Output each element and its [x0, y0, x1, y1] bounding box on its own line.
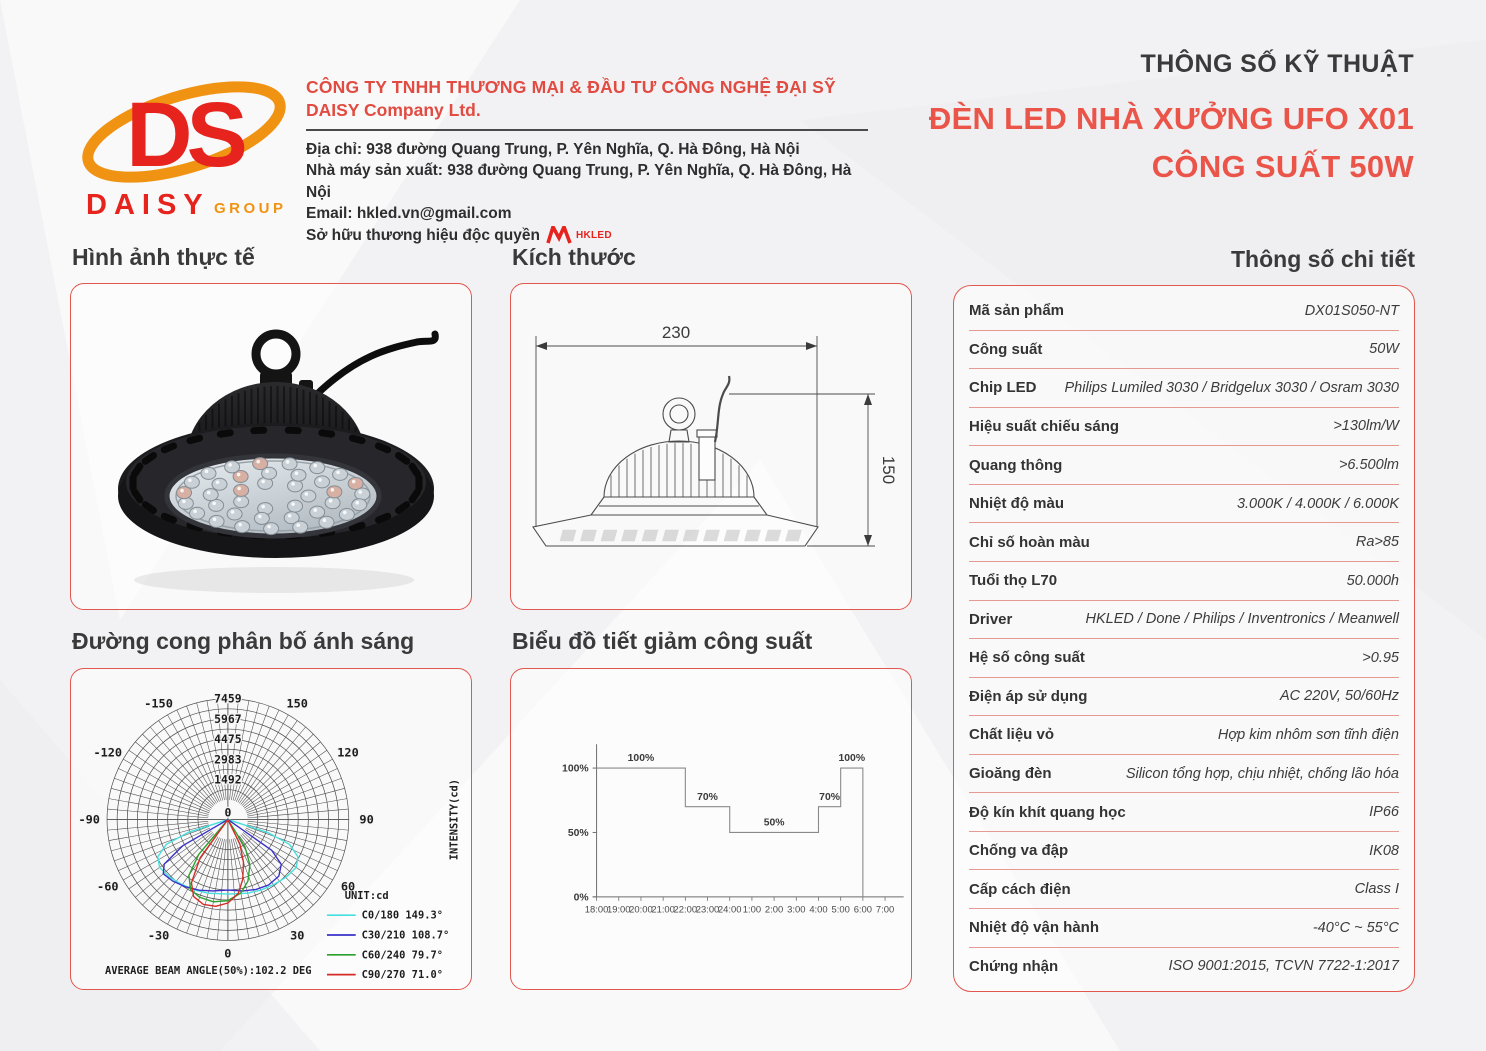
- spec-value: 50W: [1369, 341, 1399, 358]
- power-curve-box: [510, 668, 912, 990]
- svg-text:20:00: 20:00: [629, 903, 653, 915]
- spec-row: [969, 832, 1399, 871]
- company-address: Địa chỉ: 938 đường Quang Trung, P. Yên Nghĩa, Q. Hà Đông, Hà Nội: [306, 140, 800, 158]
- svg-text:100%: 100%: [838, 753, 866, 765]
- spec-value: ISO 9001:2015, TCVN 7722-1:2017: [1168, 958, 1399, 975]
- spec-label: Điện áp sử dụng: [969, 687, 1088, 705]
- spec-value: Philips Lumiled 3030 / Bridgelux 3030 / Osram 3030: [1064, 379, 1399, 396]
- svg-text:-90: -90: [78, 812, 100, 827]
- svg-text:0: 0: [224, 805, 232, 820]
- spec-value: Ra>85: [1355, 534, 1399, 551]
- distribution-box: [70, 668, 472, 990]
- hkled-brand-text: HKLED: [575, 229, 612, 241]
- svg-text:120: 120: [337, 745, 359, 760]
- svg-text:5:00: 5:00: [831, 903, 850, 915]
- spec-value: >130lm/W: [1333, 418, 1399, 435]
- document-title: THÔNG SỐ KỸ THUẬT: [1140, 50, 1414, 78]
- company-factory: Nhà máy sản xuất: 938 đường Quang Trung, P. Yên Nghĩa, Q. Hà Đông, Hà Nội: [306, 162, 852, 201]
- spec-label: Công suất: [969, 340, 1043, 358]
- section-heading-specs: Thông số chi tiết: [1231, 246, 1415, 272]
- company-info: [306, 76, 868, 246]
- spec-row: [969, 870, 1399, 909]
- product-title-line2: CÔNG SUẤT 50W: [1151, 149, 1414, 184]
- spec-value: -40°C ~ 55°C: [1312, 919, 1399, 936]
- spec-row: [969, 755, 1399, 794]
- spec-row: [969, 446, 1399, 485]
- svg-text:C90/270 71.0°: C90/270 71.0°: [361, 969, 443, 982]
- svg-text:90: 90: [359, 812, 374, 827]
- daisy-group-logo: [76, 66, 296, 226]
- section-heading-distribution: Đường cong phân bố ánh sáng: [72, 628, 415, 654]
- product-photo: [71, 284, 470, 608]
- hanging-ring: [256, 334, 296, 374]
- hkled-logo-icon: [546, 226, 572, 244]
- power-step-chart: [511, 669, 910, 988]
- svg-text:-60: -60: [97, 879, 119, 894]
- svg-text:2:00: 2:00: [764, 903, 784, 915]
- spec-value: HKLED / Done / Philips / Inventronics / Meanwell: [1085, 611, 1399, 628]
- svg-text:21:00: 21:00: [651, 903, 675, 915]
- base-slots: [560, 530, 802, 541]
- spec-label: Chất liệu vỏ: [969, 726, 1055, 744]
- spec-value: Hợp kim nhôm sơn tĩnh điện: [1217, 726, 1399, 743]
- height-dimension-label: 150: [879, 455, 898, 485]
- spec-row: [969, 523, 1399, 562]
- svg-text:6:00: 6:00: [853, 903, 873, 915]
- product-photo-box: [70, 283, 472, 610]
- trademark-text: Sở hữu thương hiệu độc quyền: [306, 226, 540, 244]
- spec-row: [969, 948, 1399, 986]
- lamp-line-art: [533, 376, 818, 546]
- header-divider: [306, 129, 868, 131]
- spec-label: Mã sản phẩm: [969, 302, 1065, 320]
- svg-text:-150: -150: [144, 696, 173, 711]
- spec-label: Tuổi thọ L70: [969, 572, 1058, 590]
- spec-row: [969, 793, 1399, 832]
- spec-table: [953, 285, 1415, 992]
- logo-group-text: GROUP: [214, 200, 287, 217]
- company-name-en: DAISY Company Ltd.: [306, 99, 481, 120]
- dimensions-box: [510, 283, 912, 610]
- section-heading-photo: Hình ảnh thực tế: [72, 244, 255, 270]
- svg-text:4475: 4475: [214, 732, 242, 747]
- spec-row: [969, 562, 1399, 601]
- spec-row: [969, 678, 1399, 717]
- spec-row: [969, 331, 1399, 370]
- spec-label: Cấp cách điện: [969, 880, 1071, 898]
- width-dimension-label: 230: [661, 323, 691, 342]
- spec-label: Chip LED: [969, 379, 1037, 397]
- svg-text:3:00: 3:00: [787, 903, 806, 915]
- svg-text:70%: 70%: [819, 791, 840, 803]
- spec-value: >0.95: [1362, 649, 1399, 666]
- spec-label: Gioăng đèn: [969, 765, 1052, 783]
- svg-text:7:00: 7:00: [875, 903, 895, 915]
- svg-text:0%: 0%: [573, 892, 589, 904]
- svg-text:60: 60: [340, 879, 356, 894]
- svg-text:UNIT:cd: UNIT:cd: [344, 889, 389, 902]
- spec-value: IP66: [1369, 804, 1399, 821]
- distribution-polar-chart: [71, 669, 470, 988]
- svg-text:30: 30: [290, 928, 305, 943]
- spec-value: AC 220V, 50/60Hz: [1279, 688, 1399, 705]
- svg-text:23:00: 23:00: [695, 903, 720, 915]
- spec-value: DX01S050-NT: [1304, 302, 1399, 319]
- spec-value: 50.000h: [1346, 572, 1399, 589]
- svg-text:100%: 100%: [562, 763, 589, 775]
- spec-label: Chứng nhận: [969, 957, 1059, 975]
- logo-ds-text: DS: [126, 84, 242, 186]
- spec-row: [969, 601, 1399, 640]
- svg-text:50%: 50%: [567, 827, 589, 839]
- svg-text:AVERAGE BEAM ANGLE(50%):102.2: AVERAGE BEAM ANGLE(50%):102.2 DEG: [105, 965, 312, 978]
- svg-text:50%: 50%: [763, 817, 785, 829]
- svg-text:1492: 1492: [214, 772, 242, 787]
- svg-text:0: 0: [224, 946, 232, 961]
- svg-text:INTENSITY(cd): INTENSITY(cd): [448, 778, 461, 861]
- svg-text:C0/180 149.3°: C0/180 149.3°: [361, 909, 443, 922]
- logo-daisy-text: DAISY: [86, 189, 210, 221]
- lamp-shadow: [134, 567, 414, 593]
- spec-label: Hệ số công suất: [969, 649, 1085, 667]
- spec-label: Driver: [969, 610, 1013, 628]
- spec-row: [969, 485, 1399, 524]
- spec-label: Hiệu suất chiếu sáng: [969, 417, 1120, 435]
- section-heading-dimensions: Kích thước: [512, 244, 636, 270]
- spec-row: [969, 408, 1399, 447]
- spec-label: Chống va đập: [969, 842, 1069, 860]
- spec-value: Class I: [1354, 881, 1399, 898]
- svg-text:1:00: 1:00: [742, 903, 762, 915]
- svg-text:100%: 100%: [627, 753, 655, 765]
- svg-text:70%: 70%: [697, 791, 718, 803]
- spec-row: [969, 639, 1399, 678]
- spec-row: [969, 909, 1399, 948]
- svg-text:C60/240 79.7°: C60/240 79.7°: [361, 949, 443, 962]
- svg-text:150: 150: [286, 696, 308, 711]
- svg-text:22:00: 22:00: [673, 903, 698, 915]
- dome-fins: [611, 443, 747, 497]
- svg-text:4:00: 4:00: [809, 903, 828, 915]
- svg-text:-120: -120: [93, 745, 123, 760]
- svg-text:C30/210 108.7°: C30/210 108.7°: [361, 929, 450, 942]
- company-email: Email: hkled.vn@gmail.com: [306, 205, 512, 222]
- spec-label: Chỉ số hoàn màu: [969, 533, 1090, 551]
- spec-row: [969, 369, 1399, 408]
- dimension-drawing-svg: [511, 284, 910, 608]
- spec-label: Quang thông: [969, 456, 1063, 474]
- spec-row: [969, 716, 1399, 755]
- company-name-vi: CÔNG TY TNHH THƯƠNG MẠI & ĐẦU TƯ CÔNG NGHỆ ĐẠI SỸ: [306, 77, 836, 97]
- power-cable: [315, 334, 435, 396]
- svg-text:24:00: 24:00: [717, 903, 742, 915]
- svg-text:5967: 5967: [214, 711, 242, 726]
- spec-value: IK08: [1369, 842, 1399, 859]
- spec-row: [969, 292, 1399, 331]
- spec-label: Nhiệt độ vận hành: [969, 919, 1100, 937]
- spec-label: Độ kín khít quang học: [969, 803, 1126, 821]
- spec-value: Silicon tổng hợp, chịu nhiệt, chống lão hóa: [1125, 765, 1399, 782]
- spec-label: Nhiệt độ màu: [969, 495, 1065, 513]
- svg-text:18:00: 18:00: [584, 903, 609, 915]
- svg-text:19:00: 19:00: [606, 903, 631, 915]
- svg-text:-30: -30: [147, 928, 170, 943]
- svg-text:7459: 7459: [214, 691, 242, 706]
- svg-text:2983: 2983: [214, 752, 242, 767]
- spec-value: >6.500lm: [1338, 457, 1399, 474]
- product-title-line1: ĐÈN LED NHÀ XƯỞNG UFO X01: [928, 101, 1414, 136]
- spec-value: 3.000K / 4.000K / 6.000K: [1236, 495, 1399, 512]
- section-heading-power-curve: Biểu đồ tiết giảm công suất: [512, 628, 813, 654]
- title-block: [794, 50, 1414, 191]
